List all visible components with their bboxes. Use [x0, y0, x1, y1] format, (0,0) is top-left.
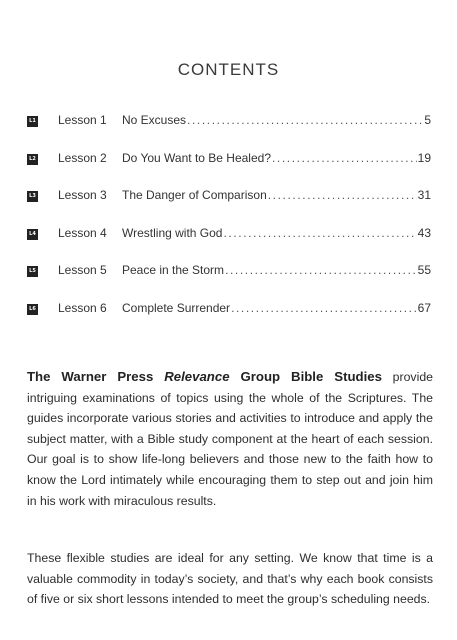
dot-leader [225, 263, 417, 277]
table-of-contents [27, 113, 431, 339]
lesson-badge-icon: L4 [27, 229, 38, 240]
page-number: 5 [424, 113, 431, 127]
lesson-title: The Danger of Comparison [122, 188, 267, 203]
lesson-number: Lesson 5 [58, 263, 107, 278]
intro-text: provide intriguing examinations of topics using the whole of the Scriptures. The guides incorporate various stories and activities to introduce and apply the subject matter, with a Bible study component at the heart of each session. Our goal is to show life-long believers and those new to the faith how to know the Lord intimately while encouraging them to step out and join him in his work with miraculous results. [27, 370, 433, 508]
toc-row[interactable] [27, 301, 431, 339]
series-name-part: Group Bible Studies [229, 369, 382, 384]
series-name-italic: Relevance [164, 369, 230, 384]
toc-entry [122, 263, 431, 277]
lesson-badge-icon: L5 [27, 266, 38, 277]
dot-leader [231, 301, 417, 315]
lesson-number: Lesson 3 [58, 188, 107, 203]
page-number: 55 [417, 263, 431, 278]
page-number: 31 [417, 188, 431, 203]
page-number: 67 [417, 300, 431, 315]
lesson-badge-icon: L6 [27, 304, 38, 315]
lesson-number: Lesson 2 [58, 150, 107, 165]
dot-leader [272, 151, 417, 165]
toc-entry [122, 226, 431, 240]
lesson-number: Lesson 1 [58, 113, 107, 127]
dot-leader [223, 226, 416, 240]
toc-row[interactable] [27, 263, 431, 301]
toc-entry [122, 301, 431, 315]
series-name-part: The Warner Press [27, 369, 165, 384]
page-number: 19 [417, 150, 431, 165]
toc-row[interactable] [27, 226, 431, 264]
lesson-number: Lesson 4 [58, 225, 107, 240]
toc-row[interactable] [27, 113, 431, 151]
dot-leader [187, 113, 423, 127]
lesson-badge-icon: L3 [27, 191, 38, 202]
lesson-title: Wrestling with God [122, 225, 223, 240]
intro-paragraph [27, 367, 433, 511]
lesson-title: Do You Want to Be Healed? [122, 150, 271, 165]
second-paragraph: These flexible studies are ideal for any setting. We know that time is a valuable commodity in today’s society, and that’s why each book consists of five or six short lessons intended to meet the group’s scheduling needs. [27, 551, 433, 607]
lesson-title: Peace in the Storm [122, 263, 225, 278]
lesson-number: Lesson 6 [58, 300, 107, 315]
toc-entry [122, 188, 431, 202]
page-title: CONTENTS [177, 60, 280, 79]
toc-row[interactable] [27, 188, 431, 226]
toc-entry [122, 151, 431, 165]
toc-entry [122, 113, 431, 127]
lesson-badge-icon: L1 [27, 116, 38, 127]
toc-row[interactable] [27, 151, 431, 189]
series-name [27, 369, 382, 384]
dot-leader [268, 188, 417, 202]
page-number: 43 [417, 225, 431, 240]
lesson-title: No Excuses [122, 113, 187, 127]
lesson-badge-icon: L2 [27, 154, 38, 165]
lesson-title: Complete Surrender [122, 300, 231, 315]
